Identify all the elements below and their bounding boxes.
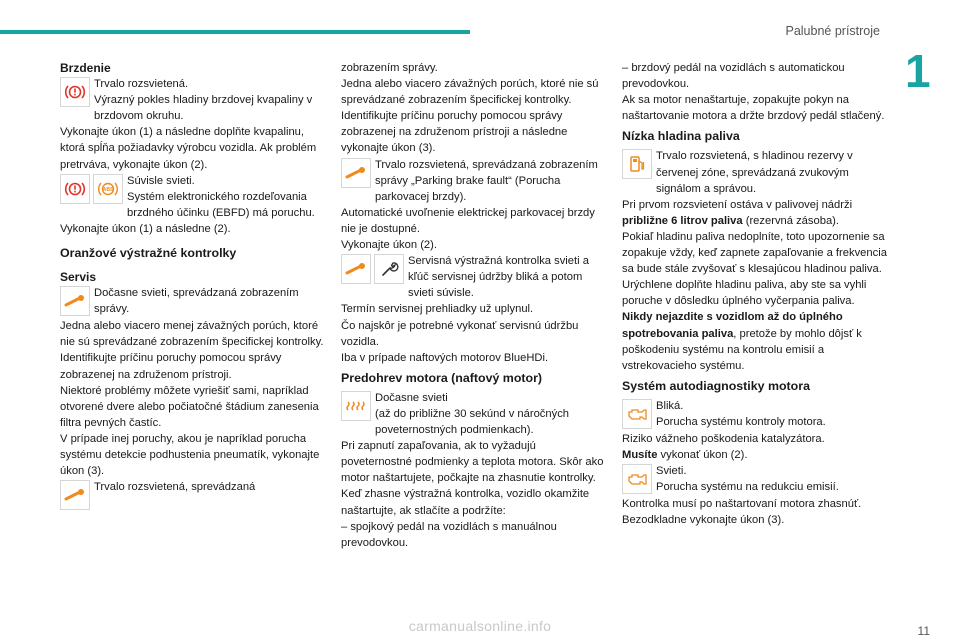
service-icon (60, 286, 90, 316)
service-text-4: Niektoré problémy môžete vyriešiť sami, napríklad otvorené dvere alebo počiatočné štádium zanesenia filtra pevných častíc. (60, 384, 319, 429)
fuel-text-5: Nikdy nejazdite s vozidlom až do úplného spotrebovania paliva, pretože by mohlo dôjsť k poškodeniu systému na kontrolu emisií a vstrekovacieho systému. (622, 311, 862, 372)
wrench-text-3: Čo najskôr je potrebné vykonať servisnú údržbu vozidla. (341, 319, 579, 348)
service-text-3: Identifikujte príčinu poruchy pomocou správy zobrazenej na združenom prístroji. (60, 352, 282, 381)
preheat-text-2: (až do približne 30 sekúnd v náročných poveternostných podmienkach). (375, 407, 570, 437)
service-icon (341, 254, 371, 284)
service-text-5: V prípade inej poruchy, akou je napríklad porucha systému detekcie podhustenia pneumatík, vykonajte úkon (3). (60, 432, 320, 478)
diag2-text-3: Kontrolka musí po naštartovaní motora zhasnúť. (622, 498, 862, 511)
diag-text-4: Musíte vykonať úkon (2). (622, 448, 748, 461)
column-3 (622, 60, 892, 528)
section-title: Palubné prístroje (785, 24, 880, 38)
ebfd-text-3: Vykonajte úkon (1) a následne (2). (60, 222, 231, 235)
service-text-1: Dočasne svieti, sprevádzaná zobrazením správy. (94, 287, 299, 316)
service-icon (60, 480, 90, 510)
svg-text:ABS: ABS (102, 186, 114, 193)
preheat-text-5: – spojkový pedál na vozidlách s manuálnou prevodovkou. (341, 520, 557, 549)
ebfd-text-1: Súvisle svieti. (127, 174, 195, 187)
cont-text-2: Ak sa motor nenaštartuje, zopakujte pokyn na naštartovanie motora a držte brzdový pedál stlačený. (622, 94, 885, 123)
glow-plug-icon (341, 391, 371, 421)
preheat-text-1: Dočasne svieti (375, 391, 448, 404)
cont-text-2: Jedna alebo viacero závažných porúch, ktoré nie sú sprevádzané zobrazením špecifickej kontrolky. (341, 78, 599, 107)
service-text-6: Trvalo rozsvietená, sprevádzaná (94, 481, 256, 494)
watermark: carmanualsonline.info (408, 618, 552, 634)
column-2 (341, 60, 606, 551)
diag-text-2: Porucha systému kontroly motora. (656, 415, 826, 428)
preheat-text-4: Keď zhasne výstražná kontrolka, vozidlo okamžite naštartujte, ak stlačíte a podržíte: (341, 488, 590, 517)
wrench-text-2: Termín servisnej prehliadky už uplynul. (341, 303, 534, 316)
column-1 (60, 60, 325, 512)
diag-text-1: Bliká. (656, 399, 684, 412)
wrench-text-1: Servisná výstražná kontrolka svieti a kľúč servisnej údržby bliká a potom svieti súvisle. (408, 255, 589, 300)
engine-check-icon (622, 399, 652, 429)
heading-service: Servis (60, 270, 97, 285)
diag2-text-4: Bezodkladne vykonajte úkon (3). (622, 514, 785, 527)
cont-text-1: – brzdový pedál na vozidlách s automatickou prevodovkou. (622, 62, 845, 91)
fuel-text-3: Pokiaľ hladinu paliva nedoplníte, toto upozornenie sa zopakuje vždy, keď zapnete zapaľovanie a frekvencia sa bude stále zvyšovať s klesajúcou hladinou paliva. (622, 230, 887, 276)
service-text-2: Jedna alebo viacero menej závažných porúch, ktoré nie sú sprevádzané zobrazením špecifickej kontrolky. (60, 320, 324, 349)
brakes-text-3: Vykonajte úkon (1) a následne doplňte kvapalinu, ktorá spĺňa požiadavky výrobcu vozidla. Ak problém pretrváva, vykonajte úkon (2). (60, 126, 317, 171)
preheat-text-3: Pri zapnutí zapaľovania, ak to vyžadujú poveternostné podmienky a teplota motora. Skôr ako motor naštartujete, počkajte na zhasnutie kontrolky. (341, 440, 604, 485)
abs-icon (93, 174, 123, 204)
brakes-text-1: Trvalo rozsvietená. (94, 78, 189, 91)
chapter-number: 1 (905, 45, 931, 97)
cont-text-1: zobrazením správy. (341, 62, 438, 74)
parking-text-2: Automatické uvoľnenie elektrickej parkovacej brzdy nie je dostupné. (341, 206, 595, 235)
parking-text-1: Trvalo rozsvietená, sprevádzaná zobrazením správy „Parking brake fault“ (Porucha parkovacej brzdy). (375, 158, 598, 203)
cont-text-3: Identifikujte príčinu poruchy pomocou správy zobrazenej na združenom prístroji a následne vykonajte úkon (3). (341, 110, 568, 155)
brake-warning-icon (60, 77, 90, 107)
wrench-icon (374, 254, 404, 284)
fuel-pump-icon (622, 149, 652, 179)
service-icon (341, 158, 371, 188)
fuel-text-2: Pri prvom rozsvietení ostáva v palivovej nádrži približne 6 litrov paliva (rezervná zásoba). (622, 198, 853, 227)
page-number: 11 (917, 624, 930, 638)
diag2-text-2: Porucha systému na redukciu emisií. (656, 481, 839, 494)
wrench-text-4: Iba v prípade naftových motorov BlueHDi. (341, 351, 549, 364)
brakes-text-2: Výrazný pokles hladiny brzdovej kvapaliny v brzdovom okruhu. (94, 94, 313, 123)
parking-text-3: Vykonajte úkon (2). (341, 239, 437, 252)
heading-engine-diagnostics: Systém autodiagnostiky motora (622, 378, 810, 393)
ebfd-text-2: Systém elektronického rozdeľovania brzdného účinku (EBFD) má poruchu. (127, 190, 315, 219)
brake-warning-icon (60, 174, 90, 204)
heading-brakes: Brzdenie (60, 61, 111, 75)
heading-preheat: Predohrev motora (naftový motor) (341, 370, 543, 385)
header-accent-bar (0, 30, 470, 34)
fuel-text-4: Urýchlene doplňte hladinu paliva, aby ste sa vyhli poruche v dôsledku úplného vyčerpania paliva. (622, 279, 867, 308)
fuel-text-1: Trvalo rozsvietená, s hladinou rezervy v červenej zóne, sprevádzaná zvukovým signálom a správou. (656, 150, 853, 195)
diag-text-3: Riziko vážneho poškodenia katalyzátora. (622, 432, 825, 445)
heading-orange-warnings: Oranžové výstražné kontrolky (60, 246, 237, 261)
diag2-text-1: Svieti. (656, 465, 687, 478)
heading-low-fuel: Nízka hladina paliva (622, 129, 740, 144)
engine-check-icon (622, 464, 652, 494)
